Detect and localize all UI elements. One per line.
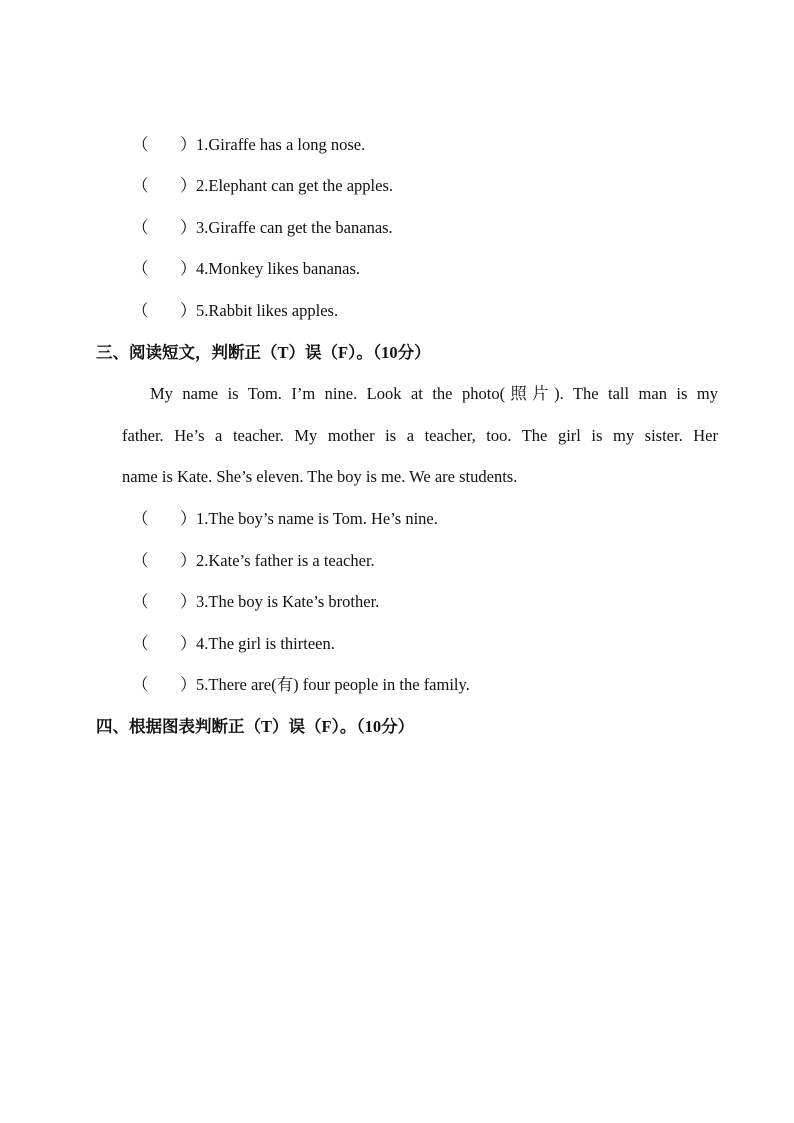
answer-blank-close: ）: [180, 592, 197, 611]
answer-blank-close: ）: [180, 551, 197, 570]
answer-blank-open: （: [132, 301, 149, 320]
answer-blank-close: ）: [180, 301, 197, 320]
statement-text: 5.Rabbit likes apples.: [196, 301, 339, 320]
statement-text: 4.Monkey likes bananas.: [196, 259, 361, 278]
answer-blank-close: ）: [180, 509, 197, 528]
statement-text: 3.Giraffe can get the bananas.: [196, 218, 393, 237]
statement-text: 1.Giraffe has a long nose.: [196, 135, 366, 154]
answer-blank-open: （: [132, 259, 149, 278]
passage-line: name is Kate. She’s eleven. The boy is me. We are students.: [122, 467, 518, 486]
answer-blank-open: （: [132, 135, 149, 154]
statement-text: 4.The girl is thirteen.: [196, 634, 335, 653]
section-three-heading: 三、阅读短文，判断正（T）误（F）。（10分）: [96, 343, 431, 362]
section-four-heading: 四、根据图表判断正（T）误（F）。（10分）: [96, 717, 415, 736]
statement-text: 1.The boy’s name is Tom. He’s nine.: [196, 509, 438, 528]
answer-blank-open: （: [132, 551, 149, 570]
answer-blank-open: （: [132, 675, 149, 694]
answer-blank-open: （: [132, 592, 149, 611]
passage-line: father. He’s a teacher. My mother is a teacher, too. The girl is my sister. Her: [122, 426, 718, 445]
answer-blank-open: （: [132, 509, 149, 528]
passage-line: My name is Tom. I’m nine. Look at the photo(照片). The tall man is my: [150, 384, 718, 403]
answer-blank-open: （: [132, 218, 149, 237]
answer-blank-close: ）: [180, 675, 197, 694]
statement-text: 5.There are(有) four people in the family.: [196, 675, 470, 694]
answer-blank-close: ）: [180, 634, 197, 653]
answer-blank-close: ）: [180, 176, 197, 195]
answer-blank-close: ）: [180, 218, 197, 237]
statement-text: 2.Kate’s father is a teacher.: [196, 551, 375, 570]
answer-blank-close: ）: [180, 259, 197, 278]
answer-blank-open: （: [132, 176, 149, 195]
answer-blank-open: （: [132, 634, 149, 653]
answer-blank-close: ）: [180, 135, 197, 154]
statement-text: 3.The boy is Kate’s brother.: [196, 592, 380, 611]
statement-text: 2.Elephant can get the apples.: [196, 176, 394, 195]
